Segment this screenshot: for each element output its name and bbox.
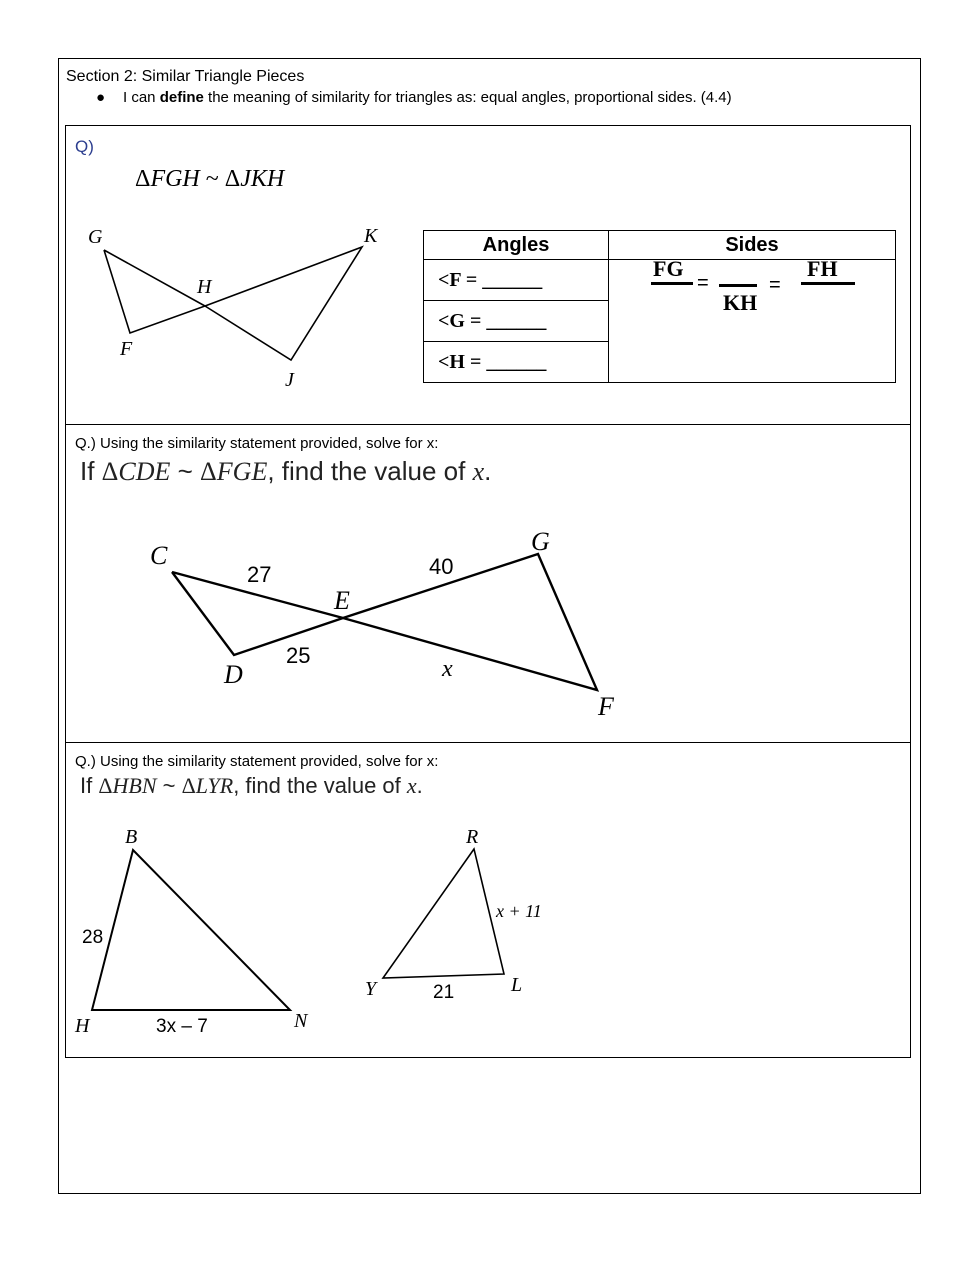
similar-symbol: ~	[156, 773, 182, 798]
fraction-bar-2	[719, 284, 757, 287]
vertex-h: H	[75, 1015, 90, 1037]
q2-triangle-fge	[343, 554, 597, 690]
section-title: Section 2: Similar Triangle Pieces	[66, 68, 305, 85]
angle-f-blank[interactable]: <F = ______	[424, 260, 609, 301]
q3-triangle-hbn	[92, 850, 290, 1010]
vertex-e: E	[334, 586, 350, 615]
delta-symbol: Δ	[224, 166, 241, 192]
side-de-length: 25	[286, 643, 311, 668]
similar-symbol: ~	[170, 456, 201, 486]
sides-header: Sides	[609, 231, 896, 260]
angles-sides-table	[423, 230, 896, 383]
side-yl-length: 21	[433, 982, 455, 1003]
angle-g-blank[interactable]: <G = ______	[424, 301, 609, 342]
q2-prompt: Q.) Using the similarity statement provided, solve for x:	[75, 435, 439, 452]
vertex-f: F	[598, 692, 614, 721]
triangle-hbn: HBN	[112, 773, 157, 798]
side-fh: FH	[807, 256, 838, 281]
problem-text: , find the value of	[233, 773, 407, 798]
vertex-y: Y	[365, 978, 377, 1000]
period: .	[484, 456, 492, 486]
period: .	[416, 773, 423, 798]
problem-text: , find the value of	[267, 456, 473, 486]
vertex-d: D	[224, 660, 243, 689]
triangle-fgh: FGH	[150, 166, 200, 192]
q1-triangle-fgh	[104, 250, 205, 333]
q1-triangle-jkh	[205, 247, 362, 360]
side-hn-length: 3x – 7	[156, 1016, 208, 1037]
sides-proportion	[609, 256, 896, 383]
vertex-f: F	[120, 338, 133, 360]
similar-symbol: ~	[199, 166, 225, 192]
vertex-k: K	[364, 225, 378, 247]
variable-x: x	[472, 457, 485, 486]
delta-symbol: Δ	[101, 457, 119, 486]
q3-prompt: Q.) Using the similarity statement provided, solve for x:	[75, 753, 439, 770]
vertex-l: L	[511, 974, 523, 996]
q3-triangle-lyr	[383, 849, 504, 978]
vertex-n: N	[294, 1010, 308, 1032]
fraction-bar-1	[651, 282, 693, 285]
side-bh-length: 28	[82, 927, 104, 948]
if-word: If	[80, 773, 99, 798]
vertex-h: H	[197, 276, 212, 298]
vertex-r: R	[466, 826, 479, 848]
side-rl-length: x + 11	[496, 901, 542, 921]
q1-label: Q)	[75, 137, 94, 156]
objective-bold: define	[159, 89, 204, 106]
q2-problem-line	[80, 456, 491, 487]
side-ef-length: x	[442, 656, 453, 682]
fraction-bar-3	[801, 282, 855, 285]
side-fg: FG	[653, 256, 684, 281]
vertex-c: C	[150, 541, 168, 570]
delta-symbol: Δ	[98, 773, 113, 798]
equals-1: =	[697, 272, 709, 294]
triangle-lyr: LYR	[195, 773, 234, 798]
delta-symbol: Δ	[135, 166, 151, 192]
angle-h-blank[interactable]: <H = ______	[424, 342, 609, 383]
side-kh: KH	[723, 290, 758, 315]
objective-post: the meaning of similarity for triangles as: equal angles, proportional sides. (4.4)	[203, 89, 732, 106]
vertex-g: G	[531, 527, 550, 556]
variable-x: x	[406, 773, 417, 798]
triangle-fge: FGE	[216, 457, 268, 486]
objective-pre: I can	[123, 89, 160, 106]
delta-symbol: Δ	[181, 773, 196, 798]
angles-header: Angles	[424, 231, 609, 260]
triangle-cde: CDE	[118, 457, 171, 486]
side-ce-length: 27	[247, 562, 272, 587]
side-ge-length: 40	[429, 554, 454, 579]
equals-2: =	[769, 274, 781, 296]
delta-symbol: Δ	[200, 457, 217, 486]
vertex-g: G	[88, 226, 103, 248]
triangle-jkh: JKH	[240, 166, 285, 192]
if-word: If	[80, 456, 102, 486]
q3-problem-line	[80, 773, 423, 799]
bullet-icon: ●	[96, 89, 106, 106]
vertex-b: B	[125, 826, 138, 848]
vertex-j: J	[285, 369, 294, 391]
